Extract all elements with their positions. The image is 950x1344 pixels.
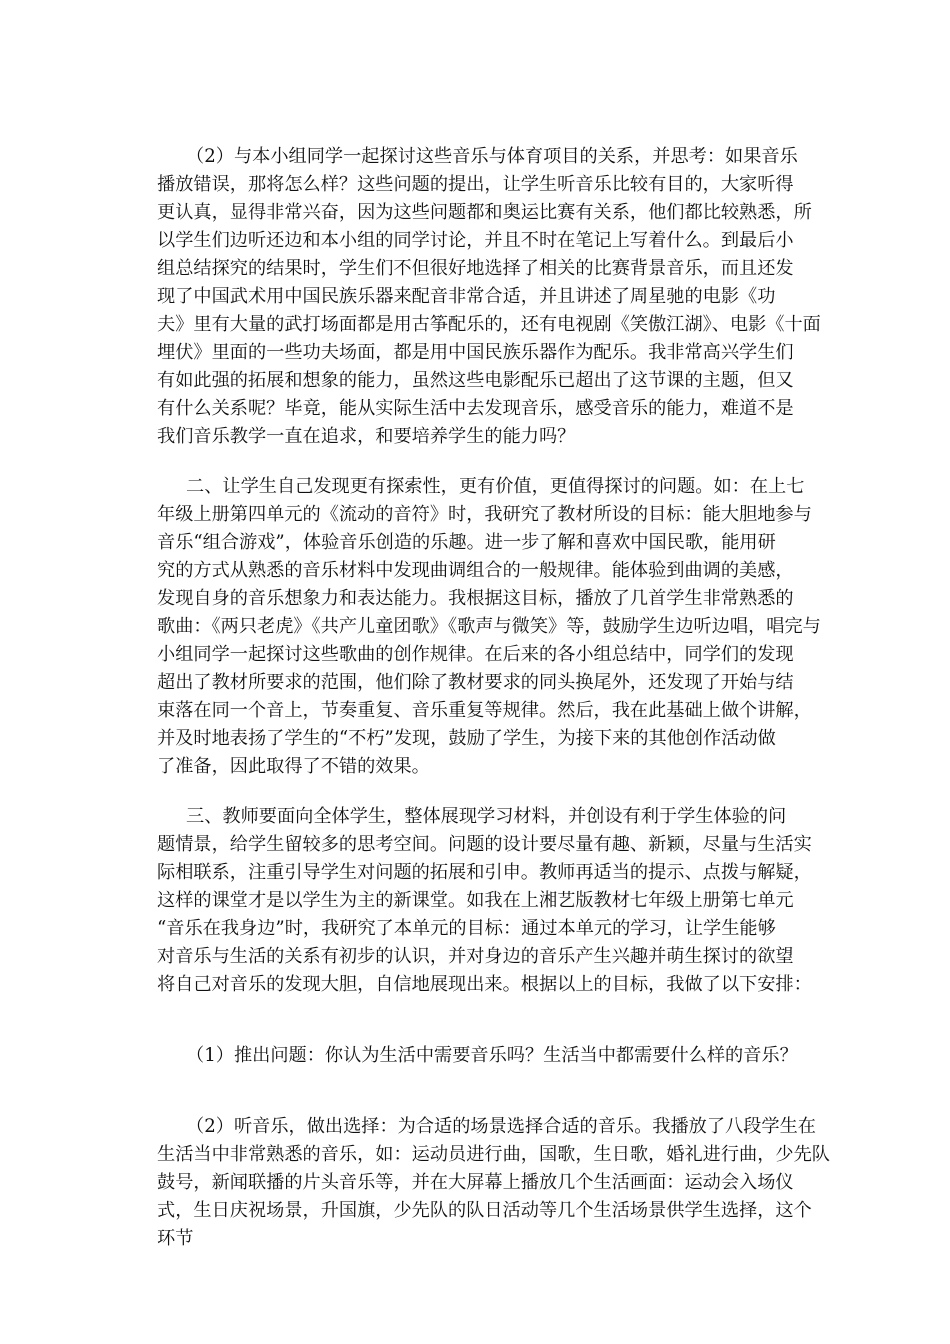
text-line: 小组同学一起探讨这些歌曲的创作规律。在后来的各小组总结中，同学们的发现 [157, 644, 794, 665]
text-line: 有什么关系呢？毕竟，能从实际生活中去发现音乐，感受音乐的能力，难道不是 [157, 398, 794, 419]
paragraph-step-two [0, 1113, 830, 1253]
text-line: 组总结探究的结果时，学生们不但很好地选择了相关的比赛背景音乐，而且还发 [157, 258, 794, 279]
text-line: 题情景，给学生留较多的思考空间。问题的设计要尽量有趣、新颖，尽量与生活实 [157, 834, 812, 855]
text-line: 际相联系，注重引导学生对问题的拓展和引申。教师再适当的提示、点拨与解疑， [157, 862, 812, 883]
text-line: 三、教师要面向全体学生，整体展现学习材料，并创设有利于学生体验的问 [186, 806, 787, 827]
text-line: 生活当中非常熟悉的音乐，如：运动员进行曲，国歌，生日歌，婚礼进行曲，少先队 [157, 1144, 830, 1165]
paragraph-group-discussion [0, 143, 821, 451]
text-line: 有如此强的拓展和想象的能力，虽然这些电影配乐已超出了这节课的主题，但又 [157, 370, 794, 391]
text-line: 了准备，因此取得了不错的效果。 [157, 756, 430, 777]
text-line: （1）推出问题：你认为生活中需要音乐吗？生活当中都需要什么样的音乐？ [186, 1045, 798, 1066]
text-line: 年级上册第四单元的《流动的音符》时，我研究了教材所设的目标：能大胆地参与 [157, 504, 812, 525]
text-line: （2）听音乐，做出选择：为合适的场景选择合适的音乐。我播放了八段学生在 [186, 1116, 816, 1137]
text-line: 并及时地表扬了学生的“不朽”发现，鼓励了学生，为接下来的其他创作活动做 [157, 728, 776, 749]
text-line: 现了中国武术用中国民族乐器来配音非常合适，并且讲述了周星驰的电影《功 [157, 286, 776, 307]
text-line: 更认真，显得非常兴奋，因为这些问题都和奥运比赛有关系，他们都比较熟悉，所 [157, 202, 812, 223]
text-line: 埋伏》里面的一些功夫场面，都是用中国民族乐器作为配乐。我非常高兴学生们 [157, 342, 794, 363]
text-line: 将自己对音乐的发现大胆，自信地展现出来。根据以上的目标，我做了以下安排： [157, 974, 812, 995]
text-line: （2）与本小组同学一起探讨这些音乐与体育项目的关系，并思考：如果音乐 [186, 146, 798, 167]
text-line: 束落在同一个音上，节奏重复、音乐重复等规律。然后，我在此基础上做个讲解， [157, 700, 812, 721]
text-line: 二、让学生自己发现更有探索性，更有价值，更值得探讨的问题。如：在上七 [186, 476, 805, 497]
text-line: 发现自身的音乐想象力和表达能力。我根据这目标，播放了几首学生非常熟悉的 [157, 588, 794, 609]
paragraph-section-two [0, 473, 821, 781]
text-line: 音乐“组合游戏”，体验音乐创造的乐趣。进一步了解和喜欢中国民歌，能用研 [157, 532, 776, 553]
text-line: 以学生们边听还边和本小组的同学讨论，并且不时在笔记上写着什么。到最后小 [157, 230, 794, 251]
text-line: 夫》里有大量的武打场面都是用古筝配乐的，还有电视剧《笑傲江湖》、电影《十面 [157, 314, 821, 335]
text-line: 鼓号，新闻联播的片头音乐等，并在大屏幕上播放几个生活画面：运动会入场仪 [157, 1172, 794, 1193]
paragraph-step-one [0, 1042, 798, 1070]
text-line: 这样的课堂才是以学生为主的新课堂。如我在上湘艺版教材七年级上册第七单元 [157, 890, 794, 911]
text-line: 歌曲：《两只老虎》《共产儿童团歌》《歌声与微笑》等，鼓励学生边听边唱，唱完与 [157, 616, 821, 637]
text-line: 对音乐与生活的关系有初步的认识，并对身边的音乐产生兴趣并萌生探讨的欲望 [157, 946, 794, 967]
text-line: “音乐在我身边”时，我研究了本单元的目标：通过本单元的学习，让学生能够 [157, 918, 776, 939]
text-line: 究的方式从熟悉的音乐材料中发现曲调组合的一般规律。能体验到曲调的美感， [157, 560, 794, 581]
text-line: 我们音乐教学一直在追求，和要培养学生的能力吗？ [157, 426, 576, 447]
text-line: 超出了教材所要求的范围，他们除了教材要求的同头换尾外，还发现了开始与结 [157, 672, 794, 693]
paragraph-section-three [0, 803, 812, 999]
text-line: 式，生日庆祝场景，升国旗，少先队的队日活动等几个生活场景供学生选择，这个 [157, 1200, 812, 1221]
text-line: 环节 [157, 1228, 194, 1249]
text-line: 播放错误，那将怎么样？这些问题的提出，让学生听音乐比较有目的，大家听得 [157, 174, 794, 195]
